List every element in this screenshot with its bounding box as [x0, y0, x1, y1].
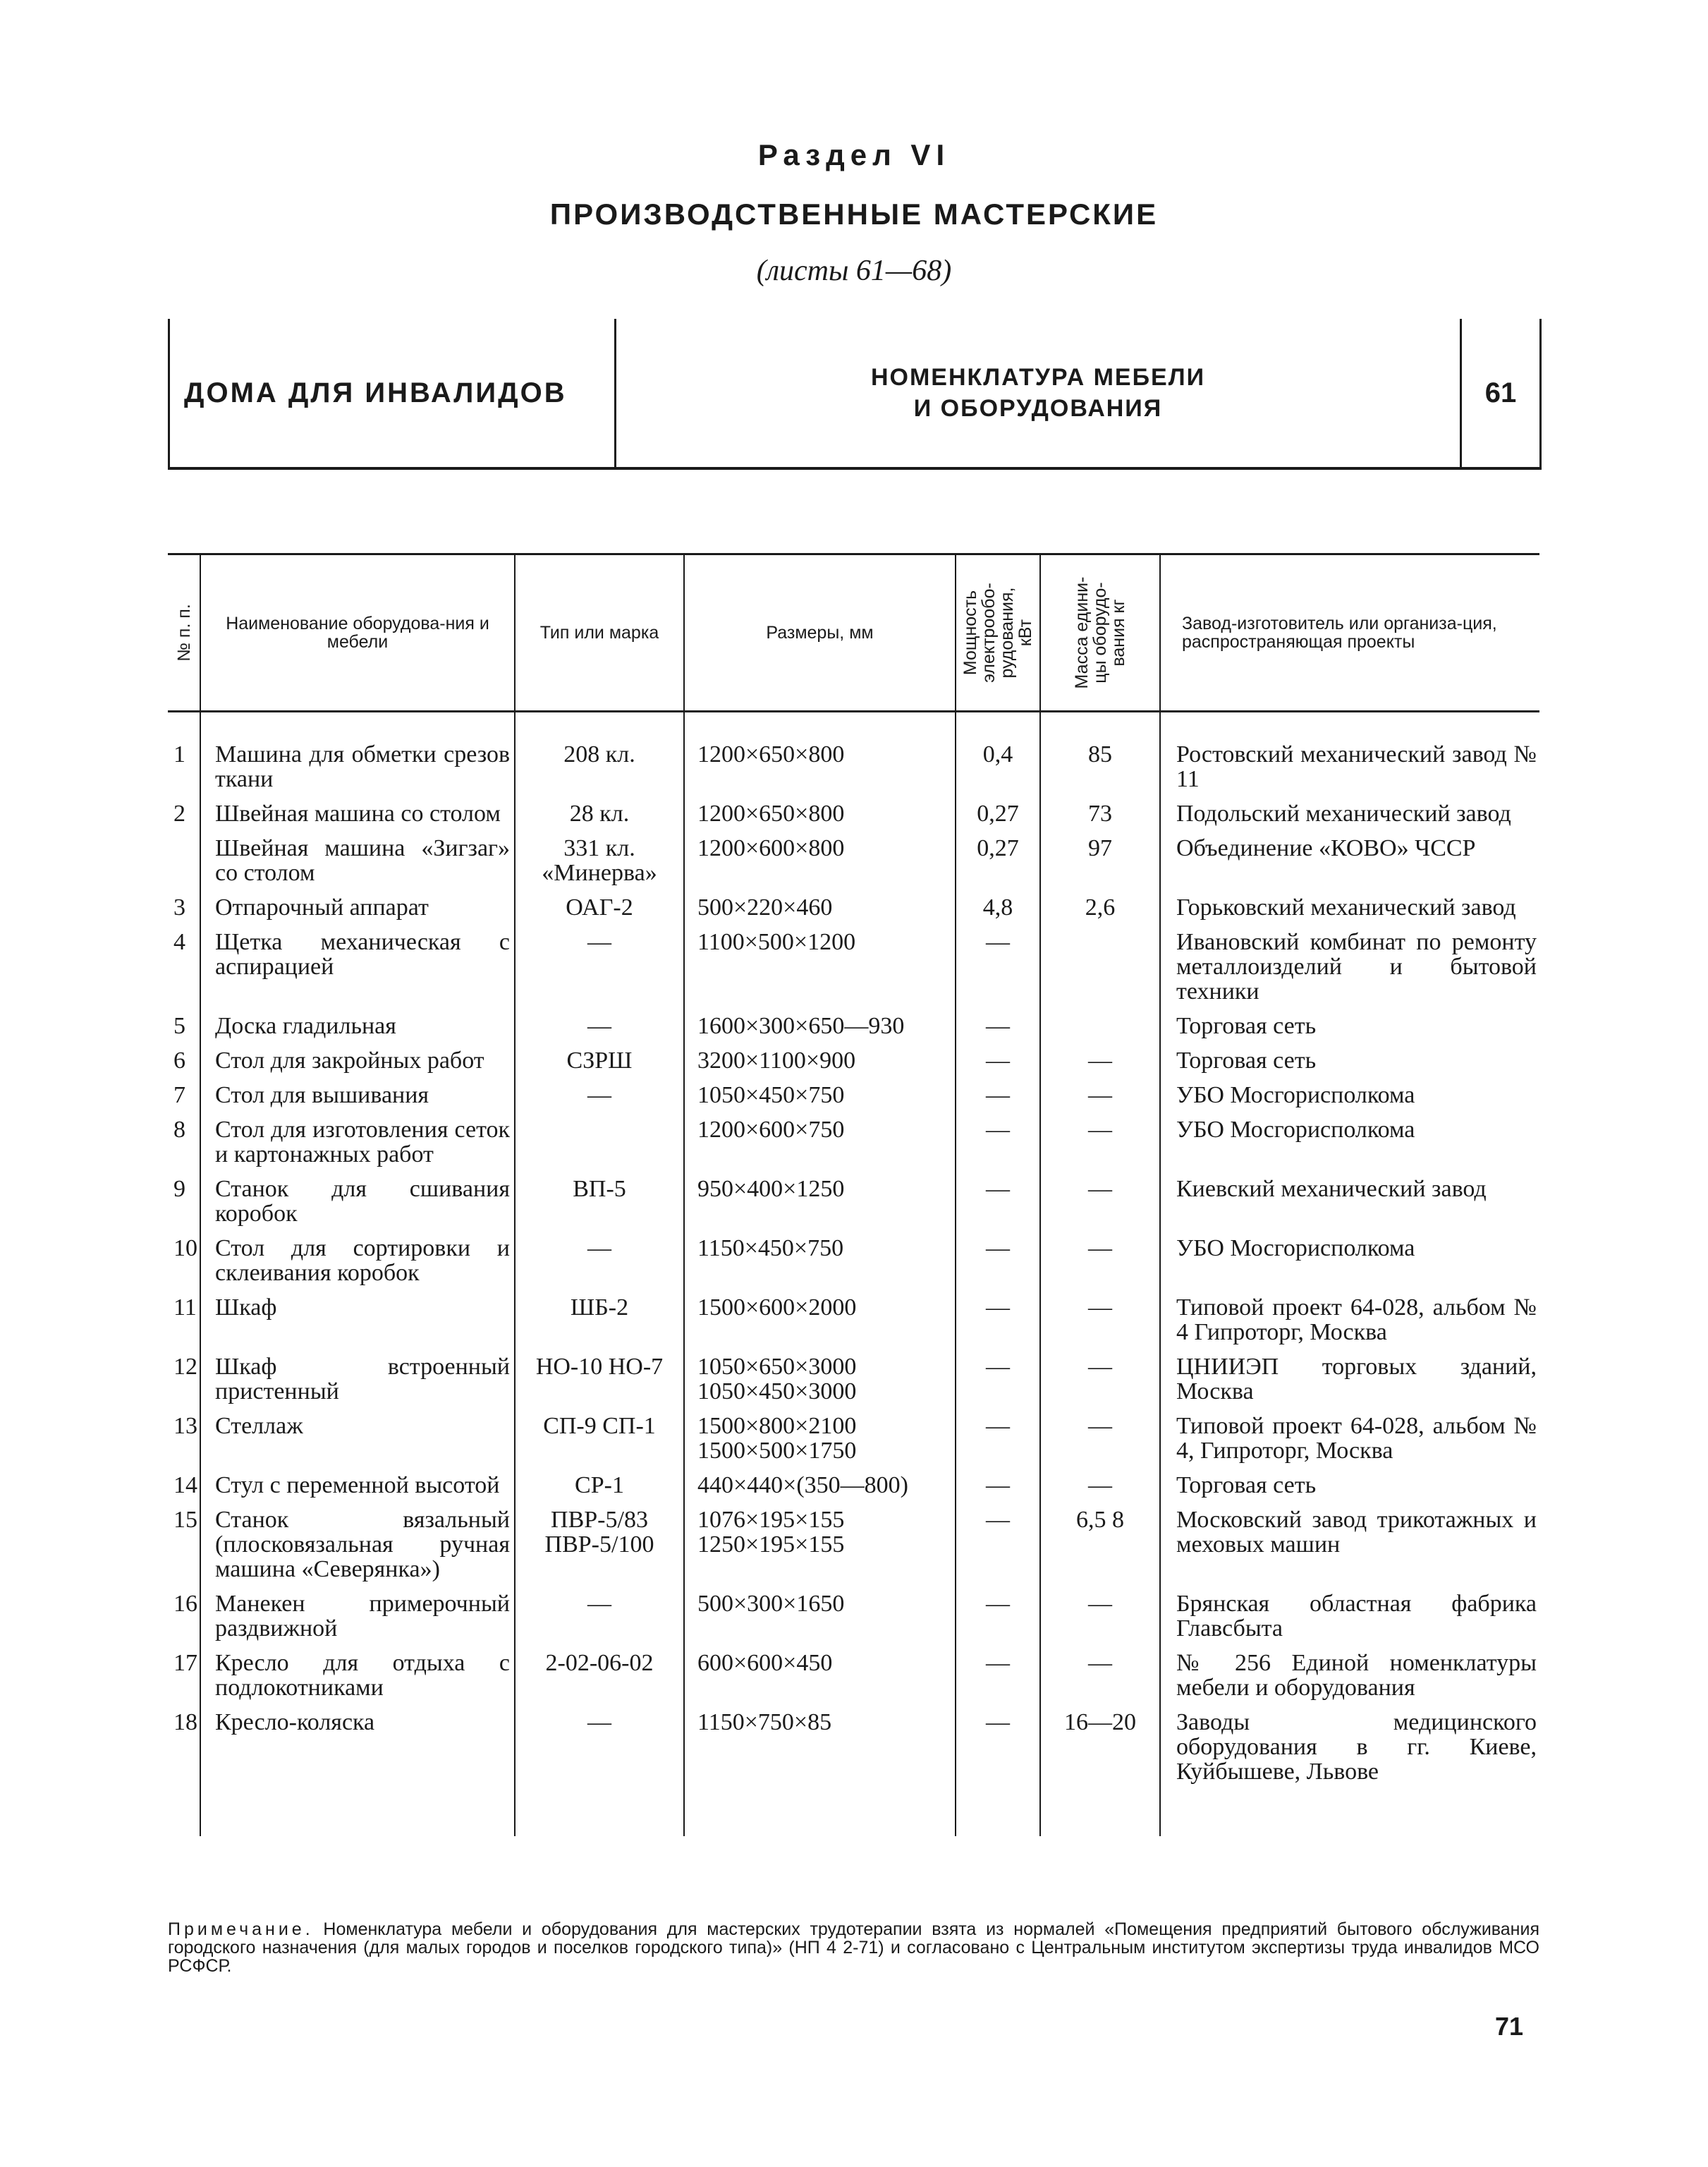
item-name: Стеллаж [200, 1414, 515, 1473]
row-number [168, 836, 200, 895]
item-power: — [956, 1591, 1040, 1651]
header-type: Тип или марка [515, 554, 684, 712]
table-row [168, 1414, 1539, 1473]
table-row [168, 836, 1539, 895]
page-number: 71 [1495, 2012, 1524, 2041]
item-name: Швейная машина со столом [200, 801, 515, 836]
item-type: 331 кл. «Минерва» [515, 836, 684, 895]
header-num: № п. п. [168, 554, 200, 712]
row-number: 7 [168, 1083, 200, 1117]
item-maker: Ивановский комбинат по ремонту металлоизделий и бытовой техники [1176, 929, 1537, 1004]
item-mass: 73 [1040, 801, 1160, 836]
item-size: 440×440×(350—800) [684, 1473, 956, 1507]
item-mass: — [1040, 1354, 1160, 1414]
item-type: — [515, 1591, 684, 1651]
row-number: 1 [168, 742, 200, 801]
item-size: 500×300×1650 [684, 1591, 956, 1651]
row-number: 2 [168, 801, 200, 836]
table-row [168, 1236, 1539, 1295]
item-size: 3200×1100×900 [684, 1048, 956, 1083]
table-row [168, 742, 1539, 801]
item-type: ВП-5 [515, 1177, 684, 1236]
item-name: Шкаф [200, 1295, 515, 1354]
item-type: СР-1 [515, 1473, 684, 1507]
item-name: Кресло для отдыха с подлокотниками [200, 1651, 515, 1710]
item-size: 1500×600×2000 [684, 1295, 956, 1354]
sheet-header [168, 319, 1542, 470]
item-type: ШБ-2 [515, 1295, 684, 1354]
footnote [168, 1920, 1539, 1975]
table-row [168, 1083, 1539, 1117]
item-size: 1200×650×800 [684, 742, 956, 801]
table-row [168, 1295, 1539, 1354]
item-maker: Объединение «КОВО» ЧССР [1176, 835, 1476, 861]
table-row [168, 1591, 1539, 1651]
item-size: 600×600×450 [684, 1651, 956, 1710]
header-size: Размеры, мм [684, 554, 956, 712]
table-header-row [168, 554, 1539, 712]
item-size: 1200×600×800 [684, 836, 956, 895]
item-power: — [956, 1710, 1040, 1794]
table-row [168, 1014, 1539, 1048]
table-row [168, 801, 1539, 836]
item-type: 208 кл. [515, 742, 684, 801]
item-mass: 2,6 [1040, 895, 1160, 930]
item-power: — [956, 1414, 1040, 1473]
item-type: 28 кл. [515, 801, 684, 836]
item-maker: Ростовский механический завод № 11 [1176, 741, 1537, 792]
item-mass: — [1040, 1236, 1160, 1295]
table-row [168, 1507, 1539, 1591]
item-mass: — [1040, 1473, 1160, 1507]
item-mass [1040, 1014, 1160, 1048]
item-mass: 97 [1040, 836, 1160, 895]
item-name: Манекен примерочный раздвижной [200, 1591, 515, 1651]
item-size: 1076×195×155 1250×195×155 [684, 1507, 956, 1591]
item-size: 1050×450×750 [684, 1083, 956, 1117]
item-mass: — [1040, 1651, 1160, 1710]
item-power: 0,4 [956, 742, 1040, 801]
table-row [168, 1473, 1539, 1507]
header-power: Мощность электрообо-рудования, кВт [956, 554, 1040, 712]
item-mass: — [1040, 1083, 1160, 1117]
item-maker: УБО Мосгорисполкома [1176, 1235, 1415, 1261]
item-mass: — [1040, 1591, 1160, 1651]
row-number: 17 [168, 1651, 200, 1710]
row-number: 9 [168, 1177, 200, 1236]
item-name: Стол для вышивания [200, 1083, 515, 1117]
item-type: — [515, 1236, 684, 1295]
item-size: 1600×300×650—930 [684, 1014, 956, 1048]
item-name: Отпарочный аппарат [200, 895, 515, 930]
item-size: 950×400×1250 [684, 1177, 956, 1236]
item-name: Станок вязальный (плосковязальная ручная машина «Северянка») [200, 1507, 515, 1591]
item-name: Машина для обметки срезов ткани [200, 742, 515, 801]
item-mass: — [1040, 1117, 1160, 1177]
item-mass: — [1040, 1048, 1160, 1083]
item-size: 1050×650×3000 1050×450×3000 [684, 1354, 956, 1414]
row-number: 12 [168, 1354, 200, 1414]
header-maker: Завод-изготовитель или организа-ция, распространяющая проекты [1160, 554, 1539, 712]
sheet-title-line-1: НОМЕНКЛАТУРА МЕБЕЛИ [870, 364, 1206, 391]
item-power: 0,27 [956, 836, 1040, 895]
item-power: — [956, 1048, 1040, 1083]
row-number: 14 [168, 1473, 200, 1507]
item-maker: Брянская областная фабрика Главсбыта [1176, 1591, 1537, 1641]
item-name: Швейная машина «Зигзаг» со столом [200, 836, 515, 895]
item-power: — [956, 1354, 1040, 1414]
table-row [168, 895, 1539, 930]
item-name: Щетка механическая с аспирацией [200, 930, 515, 1014]
sheet-title-line-2: И ОБОРУДОВАНИЯ [913, 395, 1163, 422]
item-name: Стул с переменной высотой [200, 1473, 515, 1507]
item-maker: Торговая сеть [1176, 1472, 1317, 1498]
row-number: 11 [168, 1295, 200, 1354]
item-name: Станок для сшивания коробок [200, 1177, 515, 1236]
item-mass: — [1040, 1177, 1160, 1236]
item-power: — [956, 1295, 1040, 1354]
item-type: СЗРШ [515, 1048, 684, 1083]
item-type: — [515, 930, 684, 1014]
row-number: 8 [168, 1117, 200, 1177]
item-maker: Торговая сеть [1176, 1013, 1317, 1039]
item-size: 1200×600×750 [684, 1117, 956, 1177]
table-row [168, 1177, 1539, 1236]
item-mass: 85 [1040, 742, 1160, 801]
item-power: — [956, 1507, 1040, 1591]
sheet-category: ДОМА ДЛЯ ИНВАЛИДОВ [170, 319, 616, 467]
item-mass: 16—20 [1040, 1710, 1160, 1794]
table-row [168, 1048, 1539, 1083]
item-size: 1150×750×85 [684, 1710, 956, 1794]
item-power: — [956, 1014, 1040, 1048]
table-row [168, 1651, 1539, 1710]
item-type: 2-02-06-02 [515, 1651, 684, 1710]
page-title: ПРОИЗВОДСТВЕННЫЕ МАСТЕРСКИЕ [549, 198, 1159, 231]
item-size: 1500×800×2100 1500×500×1750 [684, 1414, 956, 1473]
item-power: 0,27 [956, 801, 1040, 836]
item-maker: Киевский механический завод [1176, 1176, 1487, 1202]
item-type: НО-10 НО-7 [515, 1354, 684, 1414]
row-number: 6 [168, 1048, 200, 1083]
item-power: — [956, 1651, 1040, 1710]
item-power: — [956, 1236, 1040, 1295]
item-mass: — [1040, 1295, 1160, 1354]
item-power: — [956, 1177, 1040, 1236]
item-maker: Заводы медицинского оборудования в гг. Киеве, Куйбышеве, Львове [1176, 1709, 1537, 1785]
item-size: 1100×500×1200 [684, 930, 956, 1014]
table-row [168, 1117, 1539, 1177]
item-size: 500×220×460 [684, 895, 956, 930]
sheet-number: 61 [1462, 319, 1542, 467]
row-number: 3 [168, 895, 200, 930]
item-maker: Горьковский механический завод [1176, 894, 1516, 921]
row-number: 5 [168, 1014, 200, 1048]
item-maker: Типовой проект 64-028, альбом № 4, Гипроторг, Москва [1176, 1413, 1537, 1464]
row-number: 18 [168, 1710, 200, 1794]
item-size: 1150×450×750 [684, 1236, 956, 1295]
item-maker: ЦНИИЭП торговых зданий, Москва [1176, 1354, 1537, 1404]
section-title: Раздел VI [757, 138, 951, 171]
item-type [515, 1117, 684, 1177]
header-mass: Масса едини-цы оборудо-вания кг [1040, 554, 1160, 712]
item-maker: Московский завод трикотажных и меховых машин [1176, 1507, 1537, 1558]
item-name: Стол для закройных работ [200, 1048, 515, 1083]
item-power: — [956, 1083, 1040, 1117]
row-number: 13 [168, 1414, 200, 1473]
item-maker: Типовой проект 64-028, альбом № 4 Гипроторг, Москва [1176, 1294, 1537, 1345]
row-number: 4 [168, 930, 200, 1014]
item-type: ОАГ-2 [515, 895, 684, 930]
item-name: Кресло-коляска [200, 1710, 515, 1794]
item-mass [1040, 930, 1160, 1014]
table-row [168, 1354, 1539, 1414]
table-row [168, 1710, 1539, 1794]
item-power: — [956, 930, 1040, 1014]
item-name: Стол для сортировки и склеивания коробок [200, 1236, 515, 1295]
table-row [168, 930, 1539, 1014]
item-power: — [956, 1473, 1040, 1507]
item-mass: 6,5 8 [1040, 1507, 1160, 1591]
sheets-range: (листы 61—68) [756, 255, 952, 287]
footnote-label: Примечание. [168, 1919, 314, 1939]
item-size: 1200×650×800 [684, 801, 956, 836]
row-number: 15 [168, 1507, 200, 1591]
item-power: 4,8 [956, 895, 1040, 930]
item-type: — [515, 1014, 684, 1048]
table-body [168, 712, 1539, 1837]
item-type: — [515, 1083, 684, 1117]
header-name: Наименование оборудова-ния и мебели [200, 554, 515, 712]
row-number: 16 [168, 1591, 200, 1651]
item-type: ПВР-5/83 ПВР-5/100 [515, 1507, 684, 1591]
footnote-text: Номенклатура мебели и оборудования для мастерских трудотерапии взята из нормалей «Помещения предприятий бытового обслуживания городского назначения (для малых городов и поселков городского типа)» (НП 4 2-71) и согласовано с Центральным институтом экспертизы труда инвалидов МСО РСФСР. [168, 1919, 1539, 1976]
item-mass: — [1040, 1414, 1160, 1473]
row-number: 10 [168, 1236, 200, 1295]
item-name: Доска гладильная [200, 1014, 515, 1048]
item-maker: УБО Мосгорисполкома [1176, 1082, 1415, 1108]
item-type: СП-9 СП-1 [515, 1414, 684, 1473]
item-maker: № 256 Единой номенклатуры мебели и оборудования [1176, 1650, 1537, 1701]
item-name: Стол для изготовления сеток и картонажных работ [200, 1117, 515, 1177]
item-power: — [956, 1117, 1040, 1177]
item-maker: Подольский механический завод [1176, 801, 1511, 827]
item-name: Шкаф встроенный пристенный [200, 1354, 515, 1414]
sheet-title [616, 319, 1462, 467]
item-type: — [515, 1710, 684, 1794]
item-maker: Торговая сеть [1176, 1048, 1317, 1074]
equipment-table [168, 553, 1539, 1836]
item-maker: УБО Мосгорисполкома [1176, 1117, 1415, 1143]
